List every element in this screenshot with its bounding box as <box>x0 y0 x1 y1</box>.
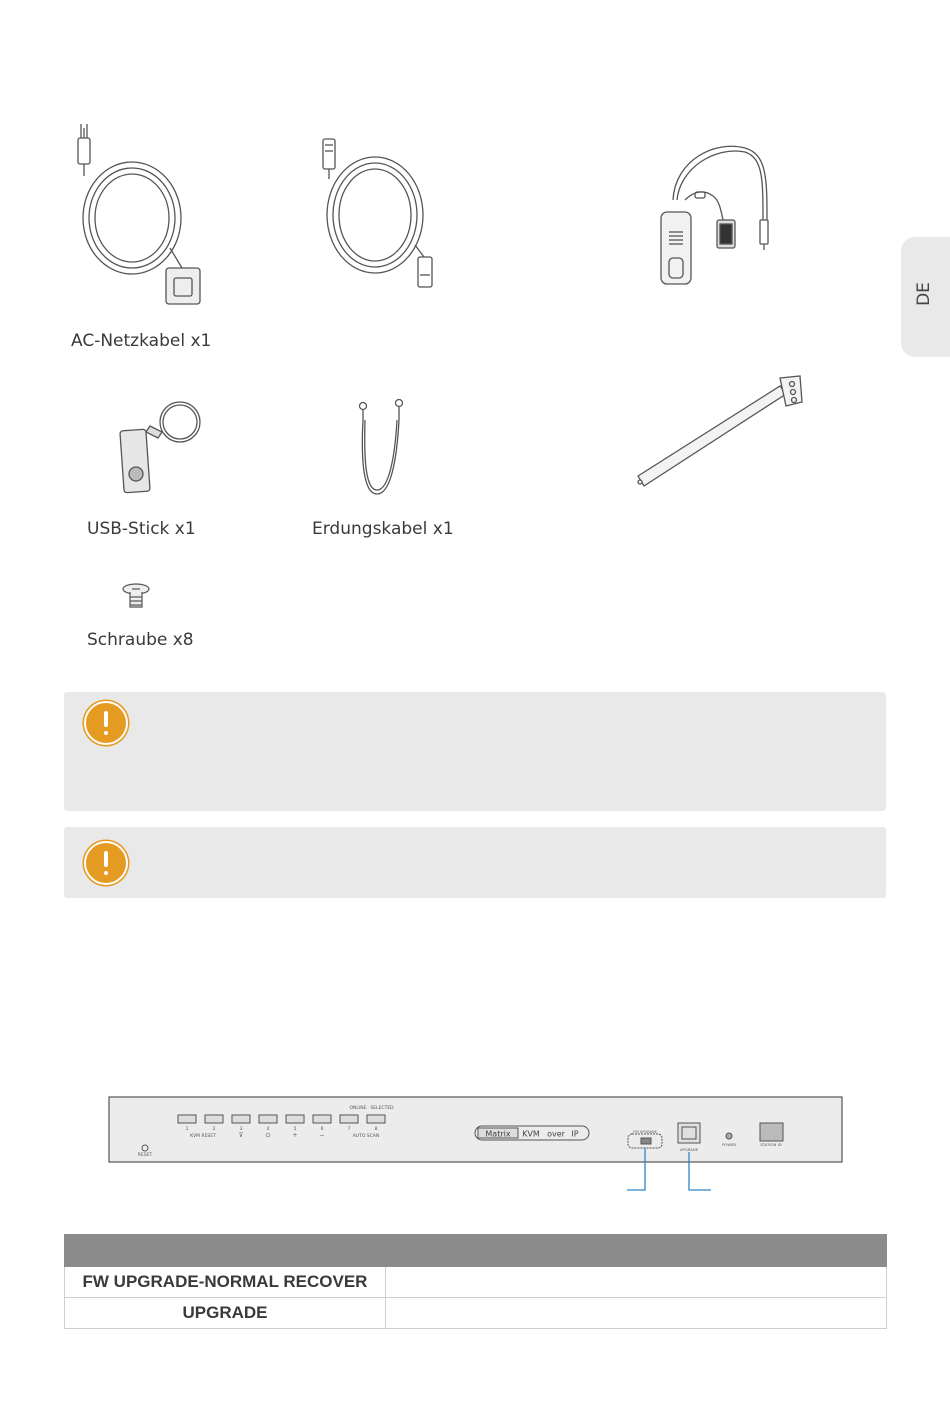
fw-upgrade-switch[interactable] <box>641 1138 651 1144</box>
port-number: 1 <box>185 1127 189 1132</box>
kvm-reset-label: KVM RESET <box>190 1134 216 1139</box>
online-label: ONLINE <box>349 1106 367 1111</box>
port-button-3[interactable] <box>232 1115 250 1123</box>
power-led <box>726 1133 732 1139</box>
warning-icon <box>84 841 128 885</box>
warning-box-2 <box>64 827 886 898</box>
table-cell-value <box>386 1298 887 1329</box>
warning-box-1 <box>64 692 886 811</box>
upgrade-label: UPGRADE <box>679 1147 699 1152</box>
port-button-6[interactable] <box>313 1115 331 1123</box>
brand-over: over <box>547 1129 565 1139</box>
usb-stick-caption: USB-Stick x1 <box>87 519 196 539</box>
fw-upgrade-label: FW UPGRADE <box>633 1130 657 1134</box>
table-row <box>65 1298 887 1329</box>
table-header-cell <box>65 1235 386 1267</box>
device-front-panel <box>108 1096 844 1192</box>
table-cell-label: FW UPGRADE-NORMAL RECOVER <box>65 1267 386 1298</box>
ground-cable-caption: Erdungskabel x1 <box>312 519 454 539</box>
table-cell-label: UPGRADE <box>65 1298 386 1329</box>
selected-label: SELECTED <box>370 1106 394 1111</box>
wifi-icon: ⊽ <box>238 1132 244 1139</box>
power-label: POWER <box>721 1142 737 1147</box>
port-number: 8 <box>374 1127 378 1132</box>
brand-ip: IP <box>571 1129 579 1139</box>
station-id-display <box>760 1123 783 1141</box>
upgrade-port[interactable] <box>678 1123 700 1143</box>
table-header-cell <box>386 1235 887 1267</box>
network-cable-icon <box>320 135 450 295</box>
language-tab-label: DE <box>914 282 934 306</box>
screw-icon <box>120 583 152 611</box>
table-cell-value <box>386 1267 887 1298</box>
settings-table <box>64 1234 887 1329</box>
kvm-adapter-icon <box>655 140 780 290</box>
port-button-5[interactable] <box>286 1115 304 1123</box>
ac-power-cable-caption: AC-Netzkabel x1 <box>71 331 212 351</box>
power-cable-icon <box>70 118 210 308</box>
brand-kvm: KVM <box>522 1129 540 1139</box>
warning-icon <box>84 701 128 745</box>
port-number: 3 <box>239 1127 243 1132</box>
port-button-1[interactable] <box>178 1115 196 1123</box>
port-number: 2 <box>212 1127 216 1132</box>
brand-matrix: Matrix <box>485 1129 511 1139</box>
table-header-row <box>65 1235 887 1267</box>
port-number: 4 <box>266 1127 270 1132</box>
rack-bracket-icon <box>630 372 805 492</box>
screw-caption: Schraube x8 <box>87 630 194 650</box>
port-button-7[interactable] <box>340 1115 358 1123</box>
auto-scan-label: AUTO SCAN <box>352 1134 380 1139</box>
port-button-4[interactable] <box>259 1115 277 1123</box>
reset-label: RESET <box>137 1153 153 1158</box>
station-id-label: STATION ID <box>760 1142 782 1147</box>
table-row <box>65 1267 887 1298</box>
ground-cable-icon <box>355 398 405 500</box>
port-number: 6 <box>320 1127 324 1132</box>
plus-icon: + <box>292 1132 298 1139</box>
port-number: 5 <box>293 1127 297 1132</box>
minus-icon: − <box>319 1132 325 1139</box>
language-tab[interactable] <box>901 237 950 357</box>
usb-stick-icon <box>118 398 208 496</box>
port-number: 7 <box>347 1127 351 1132</box>
power-symbol-icon: ⏻ <box>265 1132 271 1139</box>
port-button-2[interactable] <box>205 1115 223 1123</box>
port-button-8[interactable] <box>367 1115 385 1123</box>
